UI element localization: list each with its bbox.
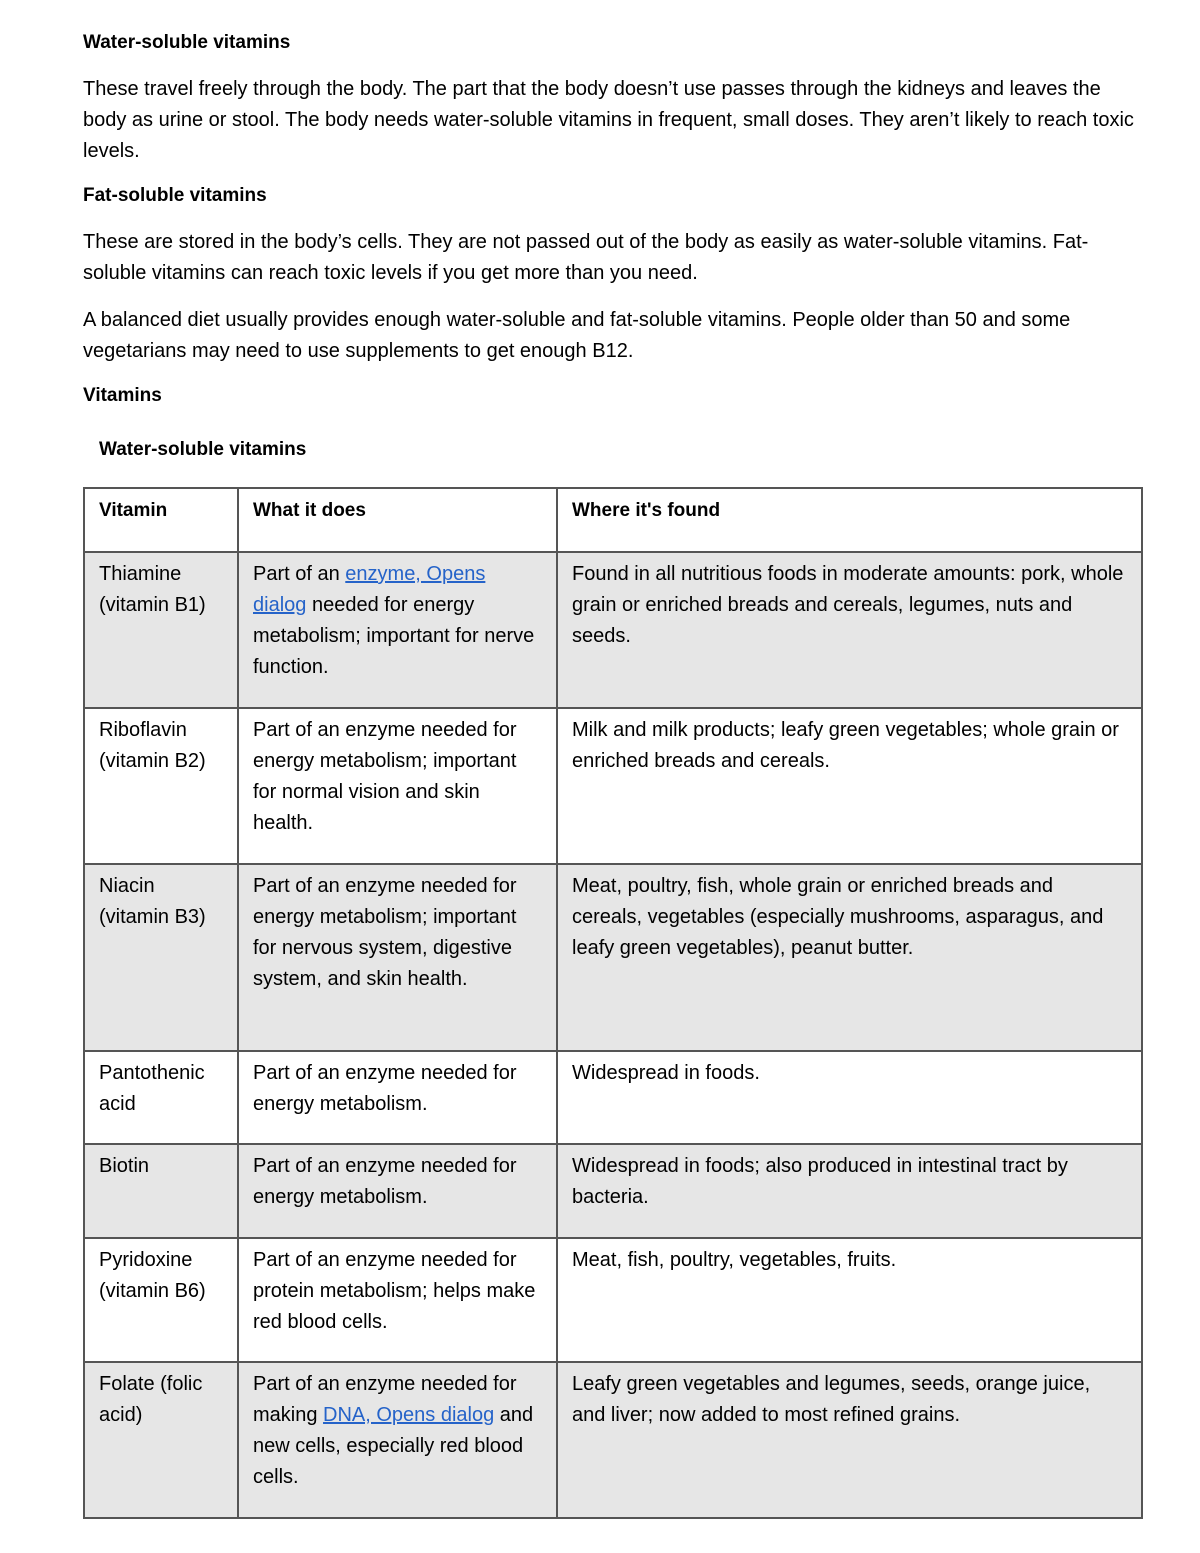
text: needed for energy metabolism; important for nerve function. — [253, 594, 535, 678]
cell-vitamin: Thiamine (vitamin B1) — [84, 552, 238, 708]
cell-what-it-does: Part of an enzyme needed for energy metabolism. — [238, 1051, 557, 1144]
header-what-it-does: What it does — [238, 488, 557, 552]
fat-soluble-heading: Fat-soluble vitamins — [83, 185, 267, 206]
text: Part of an — [253, 563, 346, 585]
cell-vitamin: Biotin — [84, 1144, 238, 1238]
fat-soluble-paragraph: These are stored in the body’s cells. They are not passed out of the body as easily as water-soluble vitamins. Fat-soluble vitamins can reach toxic levels if you get more than you need. — [83, 231, 1089, 284]
table-caption: Water-soluble vitamins — [99, 439, 307, 460]
cell-where-found: Widespread in foods; also produced in intestinal tract by bacteria. — [557, 1144, 1142, 1238]
header-vitamin: Vitamin — [84, 488, 238, 552]
table-row — [84, 552, 1142, 708]
cell-vitamin: Niacin (vitamin B3) — [84, 864, 238, 1051]
table-row — [84, 864, 1142, 1051]
vitamins-heading: Vitamins — [83, 385, 162, 406]
vitamins-table — [83, 487, 1143, 1519]
cell-what-it-does — [238, 1362, 557, 1518]
cell-vitamin: Riboflavin (vitamin B2) — [84, 708, 238, 864]
cell-vitamin: Pyridoxine (vitamin B6) — [84, 1238, 238, 1362]
cell-what-it-does: Part of an enzyme needed for energy metabolism; important for nervous system, digestive system, and skin health. — [238, 864, 557, 1051]
enzyme-link[interactable]: enzyme, Opens dialog — [253, 563, 486, 616]
water-soluble-paragraph: These travel freely through the body. The part that the body doesn’t use passes through the kidneys and leaves the body as urine or stool. The body needs water-soluble vitamins in frequent, small doses. They aren’t likely to reach toxic levels. — [83, 78, 1134, 162]
cell-what-it-does: Part of an enzyme needed for protein metabolism; helps make red blood cells. — [238, 1238, 557, 1362]
cell-where-found: Meat, poultry, fish, whole grain or enriched breads and cereals, vegetables (especially mushrooms, asparagus, and leafy green vegetables), peanut butter. — [557, 864, 1142, 1051]
header-where-found: Where it's found — [557, 488, 1142, 552]
cell-vitamin: Pantothenic acid — [84, 1051, 238, 1144]
cell-what-it-does — [238, 552, 557, 708]
table-row — [84, 708, 1142, 864]
cell-vitamin: Folate (folic acid) — [84, 1362, 238, 1518]
cell-where-found: Found in all nutritious foods in moderate amounts: pork, whole grain or enriched breads and cereals, legumes, nuts and seeds. — [557, 552, 1142, 708]
cell-where-found: Leafy green vegetables and legumes, seeds, orange juice, and liver; now added to most refined grains. — [557, 1362, 1142, 1518]
table-row — [84, 1051, 1142, 1144]
document-page — [83, 28, 1141, 1519]
table-header-row — [84, 488, 1142, 552]
cell-where-found: Widespread in foods. — [557, 1051, 1142, 1144]
table-row — [84, 1144, 1142, 1238]
cell-what-it-does: Part of an enzyme needed for energy metabolism. — [238, 1144, 557, 1238]
cell-where-found: Milk and milk products; leafy green vegetables; whole grain or enriched breads and cereals. — [557, 708, 1142, 864]
dna-link[interactable]: DNA, Opens dialog — [323, 1404, 495, 1426]
cell-what-it-does: Part of an enzyme needed for energy metabolism; important for normal vision and skin health. — [238, 708, 557, 864]
text: and new cells, especially red blood cells. — [253, 1404, 534, 1488]
balanced-diet-paragraph: A balanced diet usually provides enough water-soluble and fat-soluble vitamins. People older than 50 and some vegetarians may need to use supplements to get enough B12. — [83, 309, 1071, 362]
table-row — [84, 1362, 1142, 1518]
water-soluble-heading: Water-soluble vitamins — [83, 32, 291, 53]
text: Part of an enzyme needed for making — [253, 1373, 517, 1426]
cell-where-found: Meat, fish, poultry, vegetables, fruits. — [557, 1238, 1142, 1362]
table-row — [84, 1238, 1142, 1362]
